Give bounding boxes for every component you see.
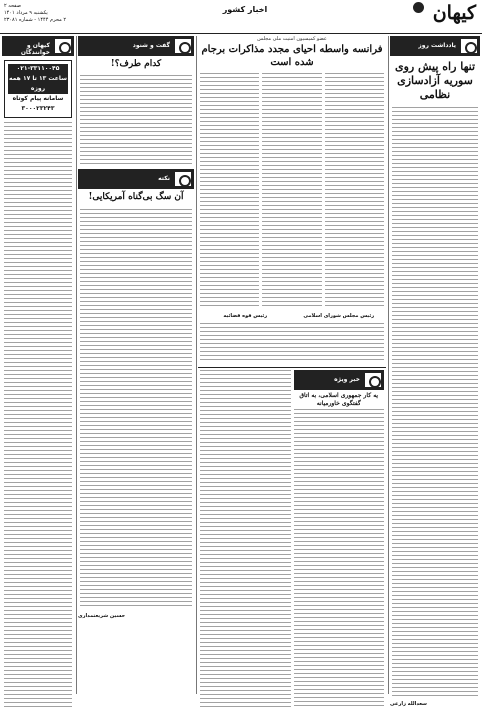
readers-contact-box bbox=[4, 60, 72, 118]
column-readers bbox=[2, 36, 74, 694]
newspaper-logo: کیهان bbox=[432, 2, 476, 24]
readers-body bbox=[4, 122, 72, 707]
photo-caption: رئیس قوه قضائیه bbox=[223, 313, 268, 319]
news-body bbox=[200, 73, 259, 309]
news-body bbox=[200, 323, 384, 363]
conversation-icon bbox=[174, 38, 192, 54]
editorial-icon bbox=[460, 38, 478, 54]
column-news bbox=[198, 36, 386, 694]
conversation-body bbox=[80, 75, 192, 165]
readers-phone: ۰۲۱-۳۳۱۱۰۰۴۵ ساعت ۱۳ تا ۱۷ همه روزه bbox=[9, 65, 67, 92]
editorial-byline: سعدالله زارعی bbox=[390, 701, 427, 708]
conversation-label: گفت و شنود bbox=[132, 42, 170, 49]
column-conversation bbox=[78, 36, 194, 694]
page-label: صفحه ۲ bbox=[4, 3, 21, 9]
conversation-header bbox=[78, 36, 194, 56]
note-body bbox=[80, 209, 192, 609]
special-news-header bbox=[294, 370, 385, 390]
dateline bbox=[4, 3, 66, 24]
special-news-headline: یه کار جمهوری اسلامی، به اتاق گفتگوی خاورمیانه bbox=[299, 392, 379, 407]
editorial-header bbox=[390, 36, 480, 56]
special-news-body bbox=[294, 409, 385, 709]
readers-label: کیهان و خوانندگان bbox=[20, 42, 50, 56]
masthead bbox=[0, 0, 482, 34]
date-issue: ۲ محرم ۱۴۴۴ - شماره ۲۳۰۸۱ bbox=[4, 17, 67, 23]
special-news-label: خبر ویژه bbox=[334, 376, 360, 383]
editorial-headline: تنها راه پیش روی سوریه آزادسازی نظامی bbox=[394, 60, 476, 101]
news-headline: فرانسه واسطه احیای مجدد مذاکرات برجام شده است bbox=[201, 44, 383, 68]
news-body bbox=[262, 73, 321, 309]
note-byline: حسین شریعتمداری bbox=[78, 612, 126, 619]
note-label: نکته bbox=[158, 175, 170, 183]
news-body bbox=[325, 73, 384, 309]
conversation-headline: کدام طرف؟! bbox=[110, 59, 162, 69]
photo-caption: رئیس مجلس شورای اسلامی bbox=[303, 313, 375, 319]
note-header bbox=[78, 169, 194, 189]
column-divider bbox=[76, 36, 77, 694]
note-headline: آن سگ بی‌گناه آمریکایی! bbox=[88, 192, 184, 203]
readers-icon bbox=[54, 38, 72, 54]
readers-sms: سامانه پیام کوتاه ۳۰۰۰۲۳۲۴۳ bbox=[12, 95, 64, 112]
note-icon bbox=[174, 171, 192, 187]
section-title: اخبار کشور bbox=[222, 5, 268, 14]
column-divider bbox=[388, 36, 389, 694]
date-persian: یکشنبه ۹ مرداد ۱۴۰۱ bbox=[4, 10, 48, 16]
column-editorial bbox=[390, 36, 480, 708]
special-news-icon bbox=[364, 372, 382, 388]
editorial-label: یادداشت روز bbox=[418, 42, 456, 49]
logo-emblem-icon bbox=[413, 2, 424, 13]
news-body bbox=[200, 370, 291, 710]
readers-header bbox=[2, 36, 74, 56]
column-divider bbox=[196, 36, 197, 694]
editorial-body bbox=[392, 107, 478, 697]
news-kicker: عضو کمیسیون امنیت ملی مجلس bbox=[257, 36, 327, 42]
